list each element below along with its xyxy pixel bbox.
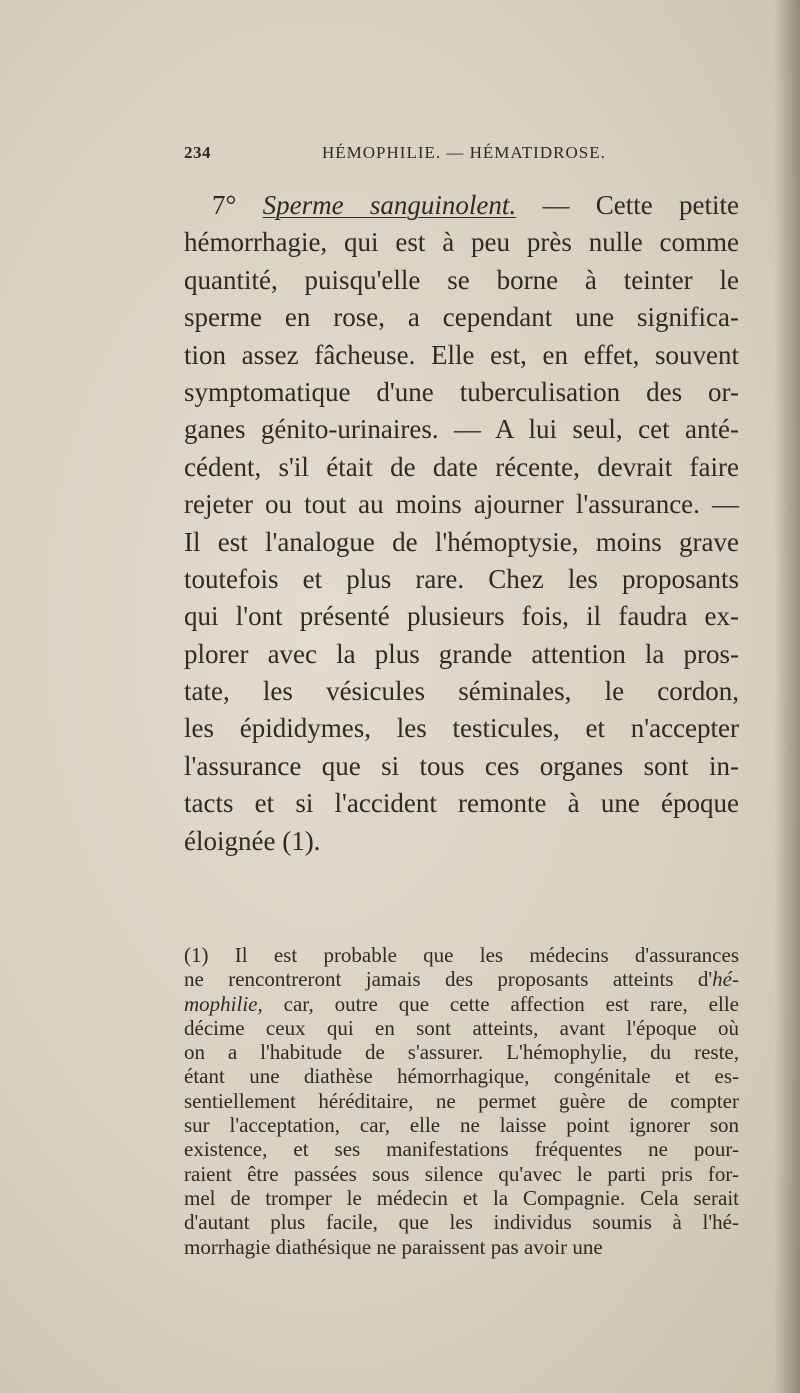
body-line: rejeter ou tout au moins ajourner l'assurance. — <box>184 489 739 520</box>
body-line: toutefois et plus rare. Chez les proposants <box>184 563 739 594</box>
section-number: 7° <box>212 190 237 220</box>
footnote <box>184 943 739 1259</box>
body-line: tate, les vésicules séminales, le cordon, <box>184 676 739 707</box>
body-line: qui l'ont présenté plusieurs fois, il faudra ex- <box>184 601 739 632</box>
body-line: Il est l'analogue de l'hémoptysie, moins grave <box>184 526 739 557</box>
page-header <box>184 143 736 169</box>
section-heading: Sperme sanguinolent. <box>262 190 517 220</box>
body-line: ganes génito-urinaires. — A lui seul, cet anté- <box>184 414 739 445</box>
body-line-1-rest: — Cette petite <box>516 190 740 220</box>
main-paragraph <box>184 187 739 860</box>
footnote-line: d'autant plus facile, que les individus soumis à l'hé- <box>184 1210 739 1235</box>
page-edge-shadow <box>774 0 800 1393</box>
body-line: l'assurance que si tous ces organes sont in- <box>184 750 739 781</box>
body-line: tacts et si l'accident remonte à une époque <box>184 788 739 819</box>
footnote-line: mel de tromper le médecin et la Compagnie. Cela serait <box>184 1185 739 1210</box>
body-line: symptomatique d'une tuberculisation des or- <box>184 376 739 407</box>
body-line: sperme en rose, a cependant une significa- <box>184 302 739 333</box>
footnote-line: on a l'habitude de s'assurer. L'hémophylie, du reste, <box>184 1040 739 1065</box>
page-number: 234 <box>184 143 211 162</box>
footnote-line: sentiellement héréditaire, ne permet guère de compter <box>184 1088 739 1113</box>
footnote-line-2 <box>184 967 739 991</box>
body-line: cédent, s'il était de date récente, devrait faire <box>184 451 739 482</box>
footnote-line: raient être passées sous silence qu'avec le parti pris for- <box>184 1161 739 1186</box>
body-line: quantité, puisqu'elle se borne à teinter le <box>184 264 739 295</box>
footnote-line-2-italic: hé- <box>712 967 739 992</box>
footnote-line: étant une diathèse hémorrhagique, congénitale et es- <box>184 1064 739 1089</box>
body-line-1 <box>184 187 739 224</box>
footnote-line-3 <box>184 992 739 1016</box>
footnote-line-2-start: ne rencontreront jamais des proposants atteints d' <box>184 967 713 992</box>
footnote-line: (1) Il est probable que les médecins d'assurances <box>184 943 739 967</box>
footnote-line: décime ceux qui en sont atteints, avant l'époque où <box>184 1015 739 1040</box>
footnote-line: morrhagie diathésique ne paraissent pas avoir une <box>184 1234 603 1259</box>
footnote-line: sur l'acceptation, car, elle ne laisse point ignorer son <box>184 1113 739 1138</box>
body-line: tion assez fâcheuse. Elle est, en effet, souvent <box>184 339 739 370</box>
footnote-line-3-rest: car, outre que cette affection est rare, elle <box>262 991 739 1016</box>
running-head: HÉMOPHILIE. — HÉMATIDROSE. <box>322 143 606 162</box>
footnote-line-3-italic: mophilie, <box>184 991 263 1016</box>
body-line: plorer avec la plus grande attention la pros- <box>184 638 739 669</box>
body-line: éloignée (1). <box>184 825 321 856</box>
body-line: les épididymes, les testicules, et n'accepter <box>184 713 739 744</box>
body-line: hémorrhagie, qui est à peu près nulle comme <box>184 227 739 258</box>
footnote-line: existence, et ses manifestations fréquentes ne pour- <box>184 1137 739 1162</box>
